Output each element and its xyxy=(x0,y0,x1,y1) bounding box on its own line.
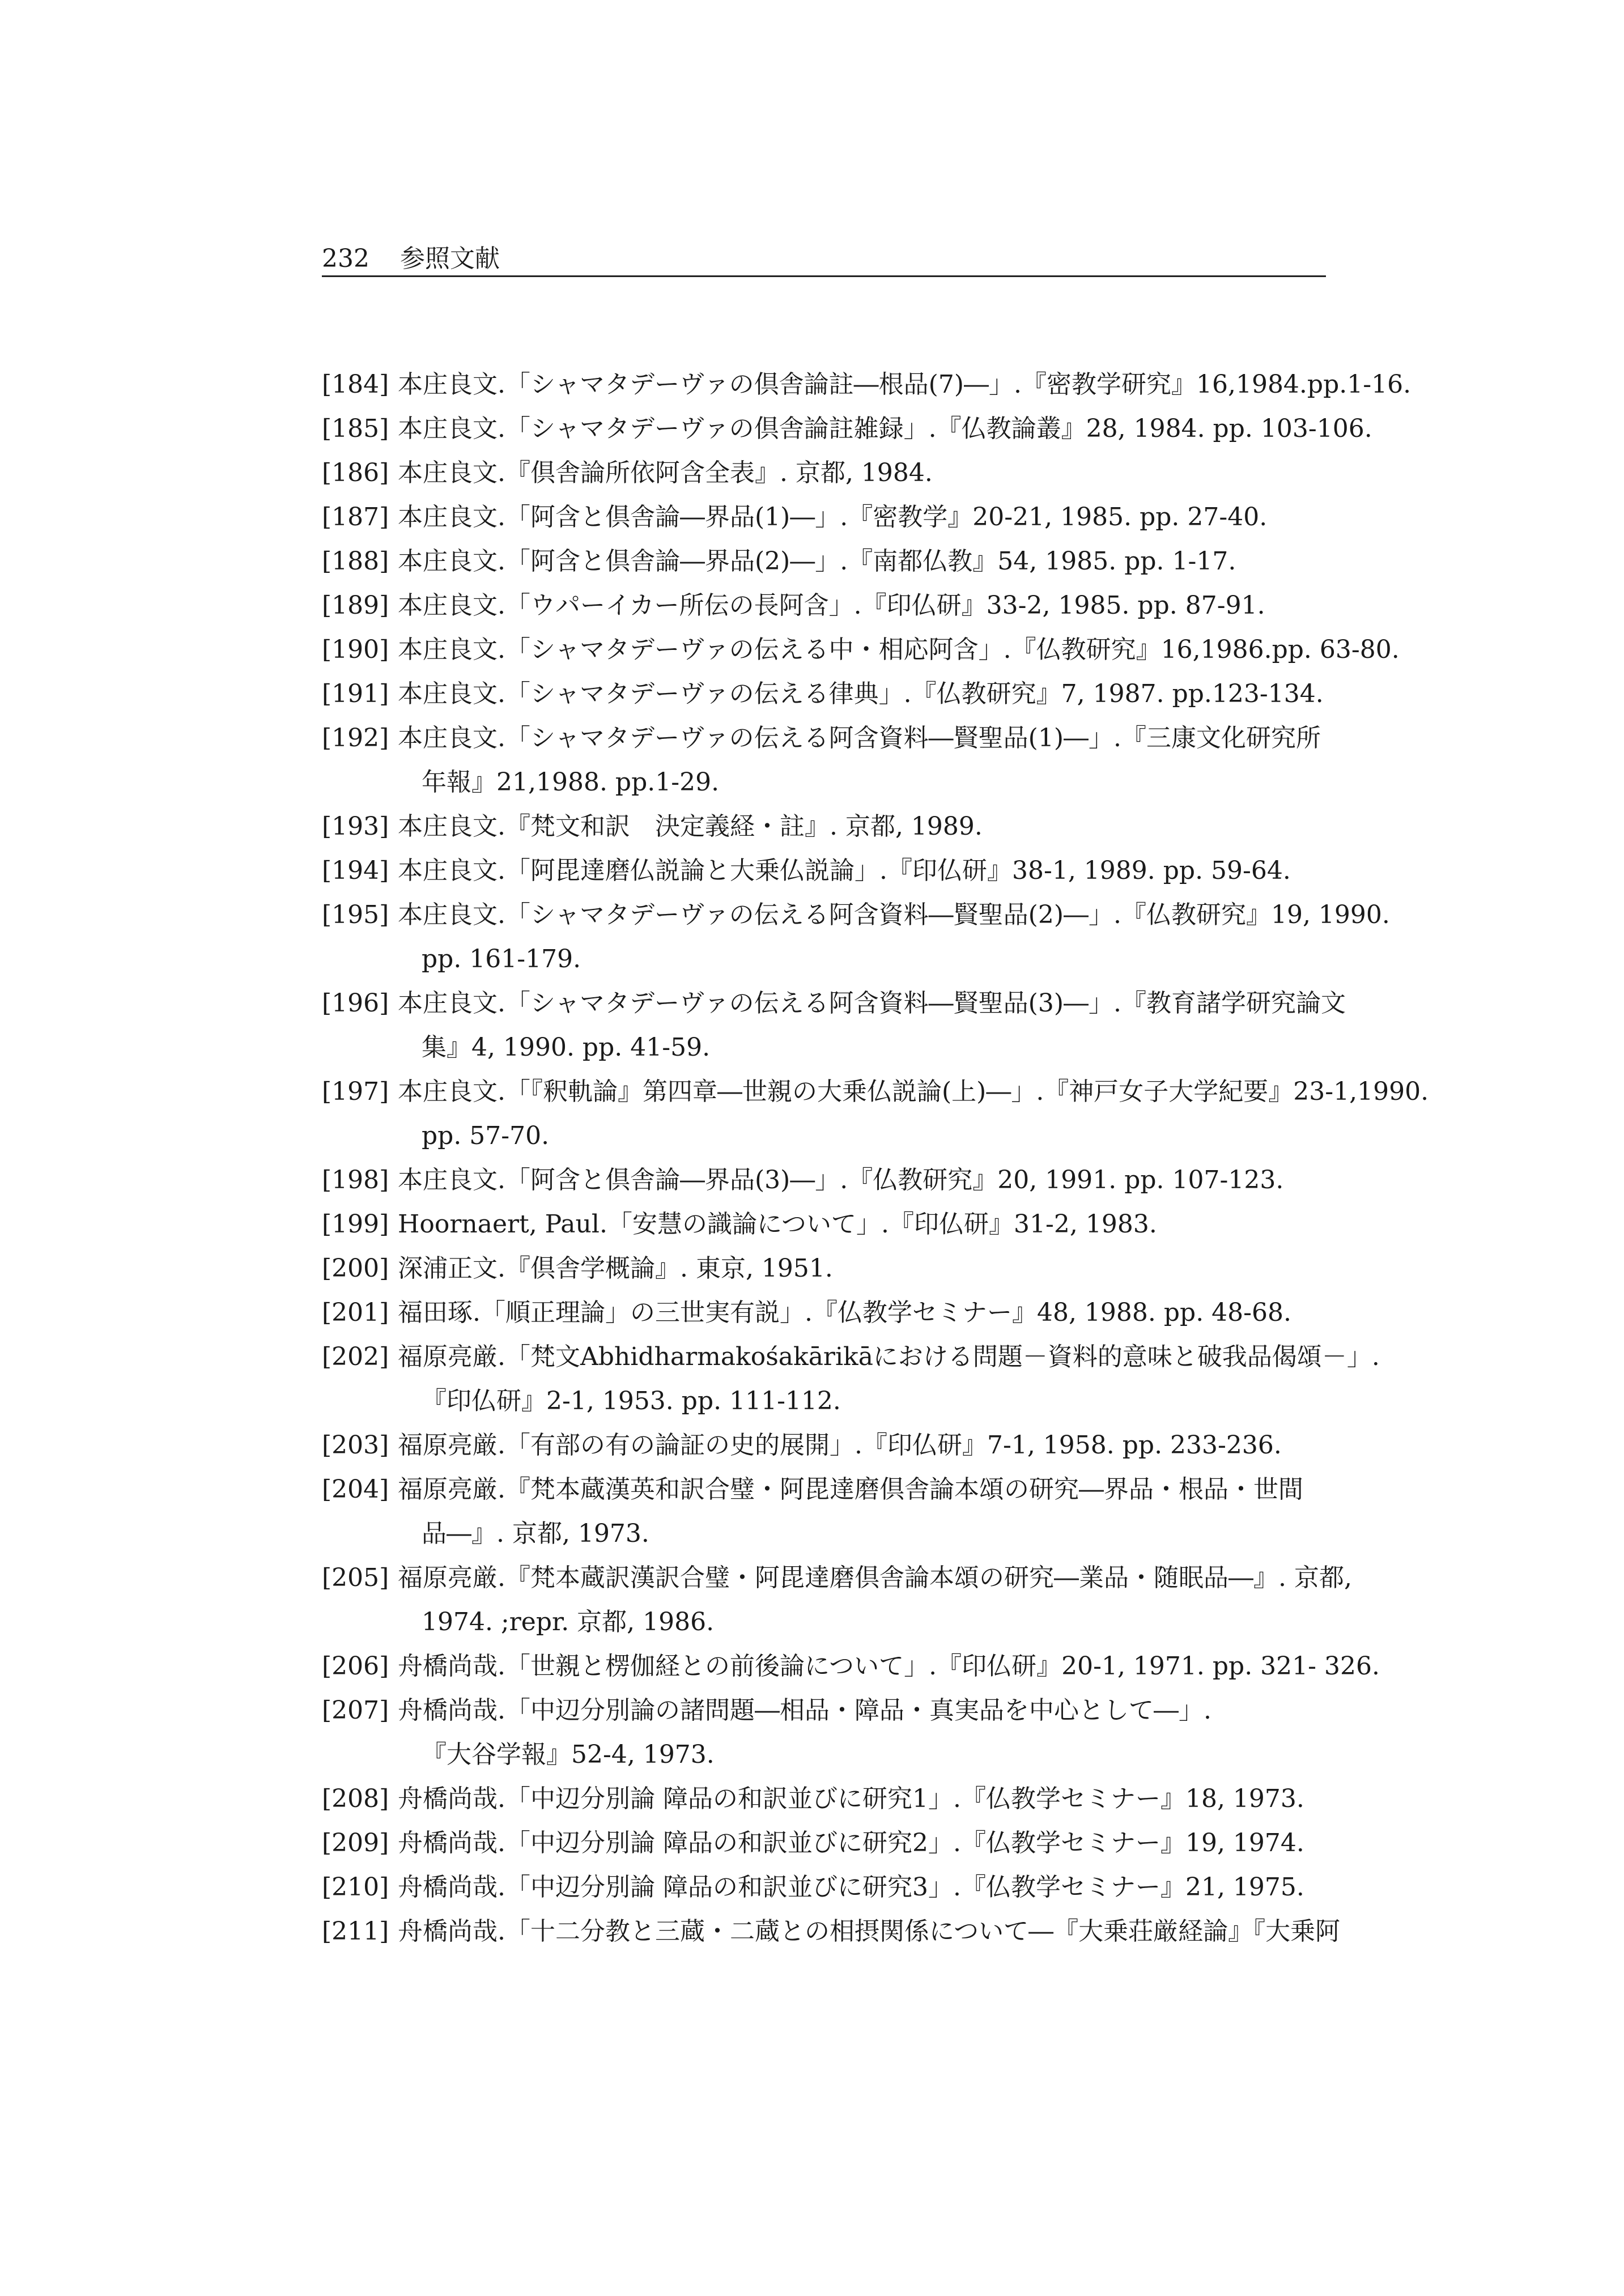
reference-entry xyxy=(322,1821,1353,1865)
reference-entry xyxy=(322,1335,1380,1423)
reference-number: [192] xyxy=(322,724,389,752)
reference-entry xyxy=(322,1865,1353,1910)
reference-entry xyxy=(322,539,1353,584)
reference-number: [184] xyxy=(322,370,389,399)
reference-text: 舟橋尚哉.「中辺分別論の諸問題―相品・障品・真実品を中心として―」. xyxy=(398,1696,1211,1725)
reference-entry xyxy=(322,849,1353,893)
reference-entry xyxy=(322,1689,1353,1777)
reference-number: [203] xyxy=(322,1431,389,1460)
reference-text-continued: 年報』21,1988. pp.1-29. xyxy=(422,768,720,797)
reference-text-continued: 『大谷学報』52-4, 1973. xyxy=(422,1740,715,1769)
reference-text: 本庄良文.「シャマタデーヴァの伝える阿含資料―賢聖品(2)―」.『仏教研究』19, 1990. xyxy=(398,900,1390,929)
reference-text: 舟橋尚哉.「世親と楞伽経との前後論について」.『印仏研』20-1, 1971. pp. 321- 326. xyxy=(398,1652,1380,1681)
reference-number: [210] xyxy=(322,1873,389,1902)
reference-text: 本庄良文.「ウパーイカー所伝の長阿含」.『印仏研』33-2, 1985. pp. 87-91. xyxy=(398,591,1265,620)
reference-text: 本庄良文.「阿含と倶舎論―界品(2)―」.『南都仏教』54, 1985. pp. 1-17. xyxy=(398,547,1236,576)
reference-number: [202] xyxy=(322,1342,389,1371)
reference-number: [201] xyxy=(322,1298,389,1327)
page-title: 参照文献 xyxy=(399,244,500,273)
reference-entry xyxy=(322,716,1353,805)
reference-text: 本庄良文.『倶舎論所依阿含全表』. 京都, 1984. xyxy=(398,458,933,487)
reference-text: 福原亮厳.『梵本蔵漢英和訳合璧・阿毘達磨倶舎論本頌の研究―界品・根品・世間 xyxy=(398,1475,1303,1504)
reference-entry xyxy=(322,1291,1353,1335)
reference-entry xyxy=(322,1202,1353,1247)
reference-text: 福原亮厳.「梵文Abhidharmakośakārikāにおける問題－資料的意味と破我品偈頌－」. xyxy=(398,1342,1380,1371)
reference-entry xyxy=(322,1070,1429,1158)
reference-text: 本庄良文.「『釈軌論』第四章―世親の大乗仏説論(上)―」.『神戸女子大学紀要』23-1,1990. xyxy=(398,1077,1429,1106)
reference-number: [198] xyxy=(322,1166,389,1194)
reference-text: 本庄良文.「シャマタデーヴァの伝える阿含資料―賢聖品(1)―」.『三康文化研究所 xyxy=(398,724,1321,752)
page-number: 232 xyxy=(322,244,369,273)
reference-number: [193] xyxy=(322,812,389,841)
reference-list xyxy=(322,363,1429,1954)
reference-text: 本庄良文.「シャマタデーヴァの倶舎論註雑録」.『仏教論叢』28, 1984. pp. 103-106. xyxy=(398,414,1372,443)
reference-number: [190] xyxy=(322,635,389,664)
reference-text: 舟橋尚哉.「中辺分別論 障品の和訳並びに研究3」.『仏教学セミナー』21, 1975. xyxy=(398,1873,1304,1902)
reference-text: 本庄良文.「阿含と倶舎論―界品(1)―」.『密教学』20-21, 1985. pp. 27-40. xyxy=(398,503,1268,532)
reference-entry xyxy=(322,981,1353,1070)
reference-text-continued: 品―』. 京都, 1973. xyxy=(422,1519,649,1548)
reference-text: 舟橋尚哉.「中辺分別論 障品の和訳並びに研究2」.『仏教学セミナー』19, 1974. xyxy=(398,1829,1304,1857)
reference-entry xyxy=(322,893,1390,981)
reference-entry xyxy=(322,628,1400,672)
reference-number: [204] xyxy=(322,1475,389,1504)
reference-entry xyxy=(322,1468,1353,1556)
reference-number: [191] xyxy=(322,679,389,708)
reference-text-continued: pp. 57-70. xyxy=(422,1121,550,1150)
reference-number: [199] xyxy=(322,1210,389,1239)
reference-number: [185] xyxy=(322,414,389,443)
reference-text: 深浦正文.『倶舎学概論』. 東京, 1951. xyxy=(398,1254,833,1283)
reference-entry xyxy=(322,1556,1353,1644)
reference-text: Hoornaert, Paul.「安慧の識論について」.『印仏研』31-2, 1983. xyxy=(398,1210,1157,1239)
reference-text-continued: pp. 161-179. xyxy=(422,945,581,973)
reference-text: 本庄良文.「阿含と倶舎論―界品(3)―」.『仏教研究』20, 1991. pp. 107-123. xyxy=(398,1166,1284,1194)
reference-entry xyxy=(322,1423,1353,1468)
reference-number: [197] xyxy=(322,1077,389,1106)
reference-text-continued: 1974. ;repr. 京都, 1986. xyxy=(422,1608,715,1636)
reference-text: 本庄良文.「シャマタデーヴァの倶舎論註―根品(7)―」.『密教学研究』16,1984.pp.1-16. xyxy=(398,370,1412,399)
reference-entry xyxy=(322,451,1353,495)
reference-entry xyxy=(322,1644,1380,1689)
reference-number: [188] xyxy=(322,547,389,576)
reference-number: [195] xyxy=(322,900,389,929)
reference-text: 福田琢.「順正理論」の三世実有説」.『仏教学セミナー』48, 1988. pp. 48-68. xyxy=(398,1298,1292,1327)
reference-text-continued: 『印仏研』2-1, 1953. pp. 111-112. xyxy=(422,1387,841,1415)
reference-entry xyxy=(322,1777,1353,1821)
reference-number: [205] xyxy=(322,1563,389,1592)
reference-entry xyxy=(322,363,1412,407)
reference-entry xyxy=(322,672,1353,716)
reference-number: [189] xyxy=(322,591,389,620)
reference-number: [200] xyxy=(322,1254,389,1283)
reference-number: [207] xyxy=(322,1696,389,1725)
reference-entry xyxy=(322,495,1353,539)
reference-entry xyxy=(322,407,1372,451)
reference-entry xyxy=(322,1910,1353,1954)
reference-number: [187] xyxy=(322,503,389,532)
reference-number: [211] xyxy=(322,1917,389,1946)
reference-text: 本庄良文.「シャマタデーヴァの伝える中・相応阿含」.『仏教研究』16,1986.pp. 63-80. xyxy=(398,635,1400,664)
reference-entry xyxy=(322,584,1353,628)
reference-text: 福原亮厳.『梵本蔵訳漢訳合璧・阿毘達磨倶舎論本頌の研究―業品・随眠品―』. 京都, xyxy=(398,1563,1352,1592)
reference-number: [208] xyxy=(322,1784,389,1813)
reference-number: [186] xyxy=(322,458,389,487)
reference-text: 本庄良文.「阿毘達磨仏説論と大乗仏説論」.『印仏研』38-1, 1989. pp. 59-64. xyxy=(398,856,1291,885)
reference-text: 舟橋尚哉.「中辺分別論 障品の和訳並びに研究1」.『仏教学セミナー』18, 1973. xyxy=(398,1784,1304,1813)
reference-text: 本庄良文.「シャマタデーヴァの伝える律典」.『仏教研究』7, 1987. pp.123-134. xyxy=(398,679,1324,708)
reference-number: [209] xyxy=(322,1829,389,1857)
reference-text: 本庄良文.『梵文和訳 決定義経・註』. 京都, 1989. xyxy=(398,812,983,841)
reference-entry xyxy=(322,1247,1353,1291)
reference-number: [196] xyxy=(322,989,389,1018)
reference-text-continued: 集』4, 1990. pp. 41-59. xyxy=(422,1033,711,1062)
reference-text: 福原亮厳.「有部の有の論証の史的展開」.『印仏研』7-1, 1958. pp. 233-236. xyxy=(398,1431,1282,1460)
page-header xyxy=(322,243,1326,277)
reference-number: [194] xyxy=(322,856,389,885)
reference-text: 本庄良文.「シャマタデーヴァの伝える阿含資料―賢聖品(3)―」.『教育諸学研究論文 xyxy=(398,989,1346,1018)
reference-entry xyxy=(322,1158,1353,1202)
reference-number: [206] xyxy=(322,1652,389,1681)
reference-entry xyxy=(322,805,1353,849)
reference-text: 舟橋尚哉.「十二分教と三蔵・二蔵との相摂関係について―『大乗荘厳経論』『大乗阿 xyxy=(398,1917,1341,1946)
